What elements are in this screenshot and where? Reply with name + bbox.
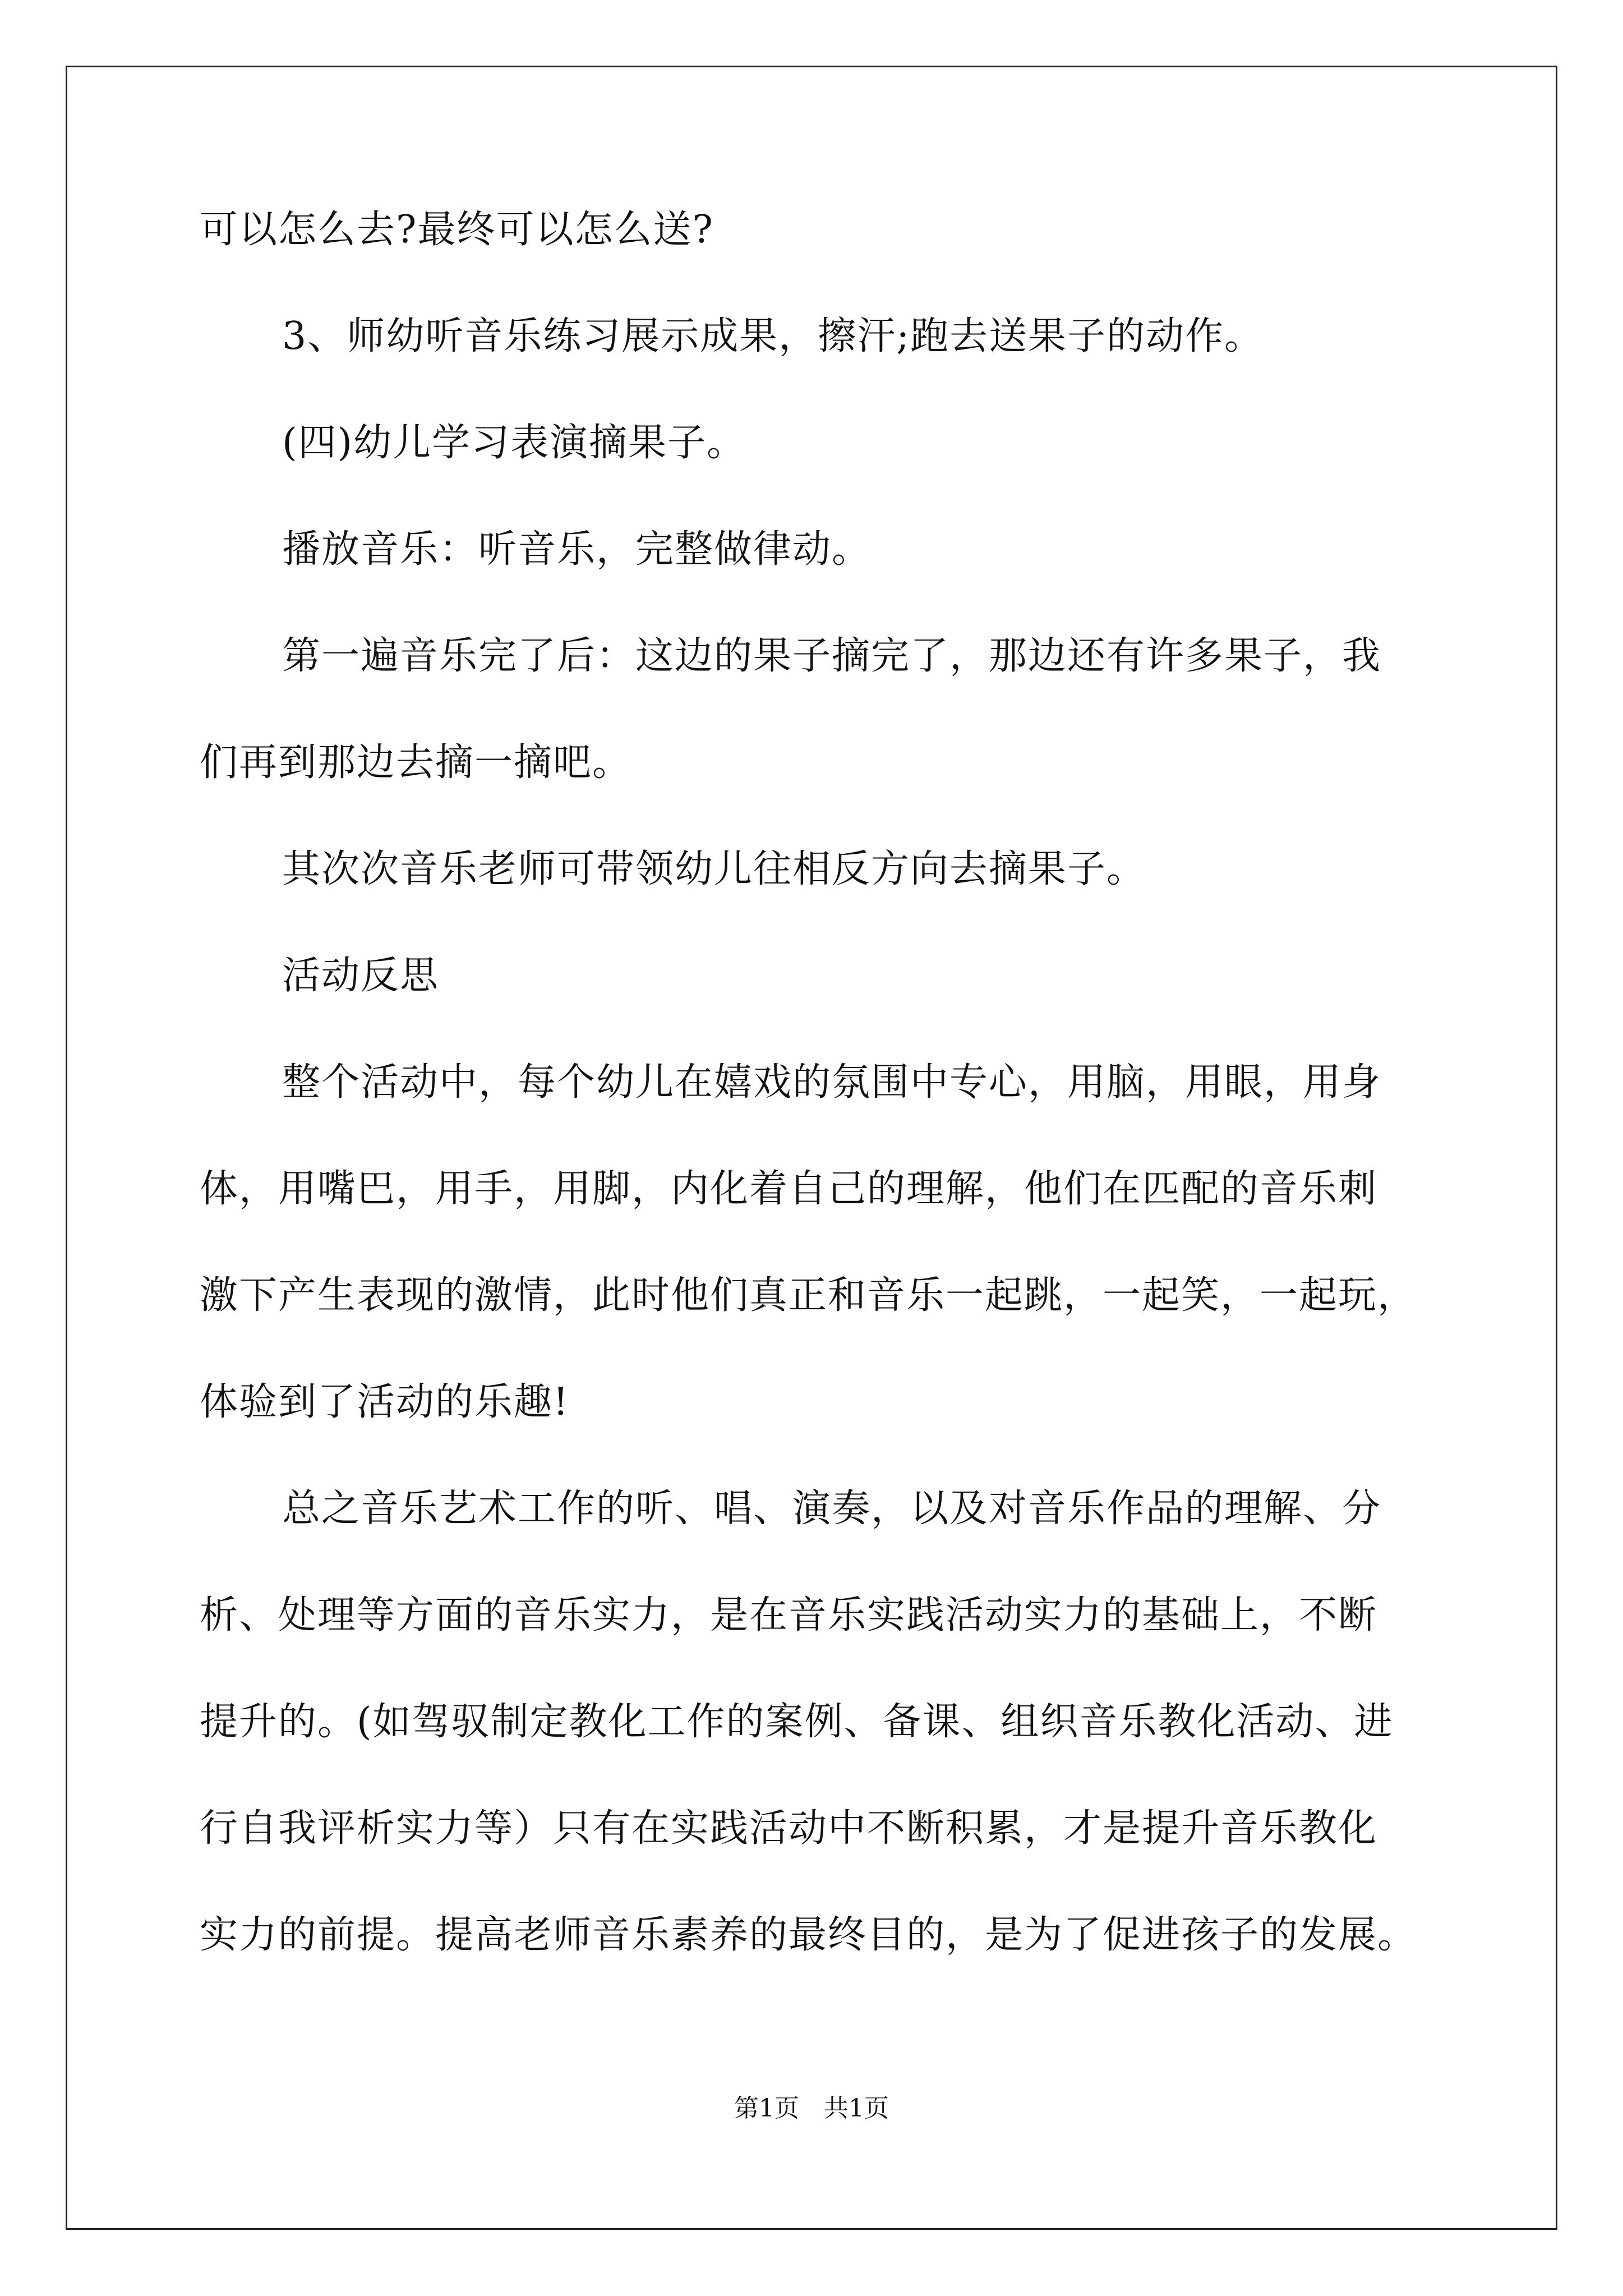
text-line: 激下产生表现的激情，此时他们真正和音乐一起跳，一起笑，一起玩， (200, 1273, 1417, 1318)
text-line: (四)幼儿学习表演摘果子。 (282, 421, 746, 465)
text-line: 播放音乐：听音乐，完整做律动。 (282, 527, 872, 572)
text-line: 析、处理等方面的音乐实力，是在音乐实践活动实力的基础上，不断 (200, 1593, 1378, 1637)
text-line: 可以怎么去?最终可以怎么送? (200, 208, 714, 252)
text-line: 行自我评析实力等）只有在实践活动中不断积累，才是提升音乐教化 (200, 1806, 1378, 1851)
text-line: 体验到了活动的乐趣! (200, 1380, 570, 1424)
section-heading: 活动反思 (282, 954, 440, 998)
text-line: 实力的前提。提高老师音乐素养的最终目的，是为了促进孩子的发展。 (200, 1913, 1417, 1957)
text-line: 提升的。(如驾驭制定教化工作的案例、备课、组织音乐教化活动、进 (200, 1700, 1394, 1744)
text-line: 3、师幼听音乐练习展示成果，擦汗;跑去送果子的动作。 (282, 314, 1264, 358)
text-line: 其次次音乐老师可带领幼儿往相反方向去摘果子。 (282, 847, 1146, 891)
page-border (66, 66, 1557, 2230)
text-line: 总之音乐艺术工作的听、唱、演奏，以及对音乐作品的理解、分 (282, 1487, 1382, 1531)
text-line: 们再到那边去摘一摘吧。 (200, 740, 632, 785)
page-footer: 第1页 共1页 (734, 2094, 889, 2123)
text-line: 体，用嘴巴，用手，用脚，内化着自己的理解，他们在匹配的音乐刺 (200, 1167, 1378, 1211)
text-line: 第一遍音乐完了后：这边的果子摘完了，那边还有许多果子，我 (282, 634, 1382, 678)
text-line: 整个活动中，每个幼儿在嬉戏的氛围中专心，用脑，用眼，用身 (282, 1060, 1382, 1105)
